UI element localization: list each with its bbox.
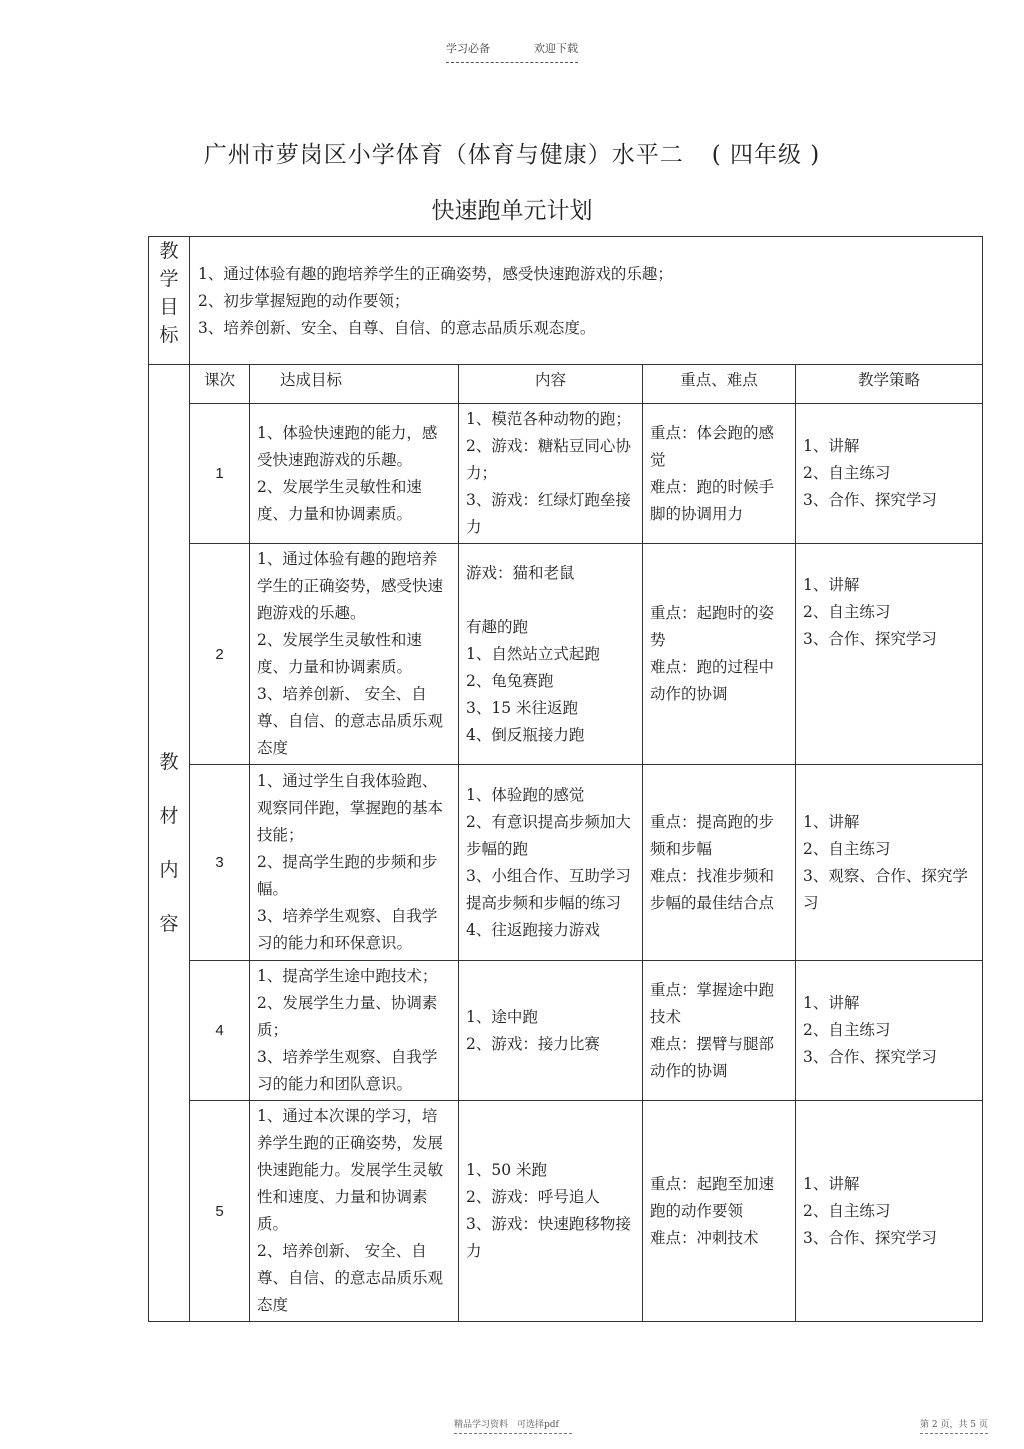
col-header-key-points: 重点、难点 [643, 365, 796, 404]
lesson-strategy: 1、讲解 2、自主练习 3、合作、探究学习 [796, 961, 983, 1101]
lesson-row [149, 765, 983, 961]
document-title [0, 136, 1024, 169]
title-main: 广州市萝岗区小学体育（体育与健康）水平二 [203, 142, 684, 168]
goal-item: 1、通过体验有趣的跑培养学生的正确姿势，感受快速跑游戏的乐趣； [198, 265, 673, 283]
lesson-targets: 1、提高学生途中跑技术； 2、发展学生力量、协调素质； 3、培养学生观察、自我学习的能力和团队意识。 [250, 961, 459, 1101]
goal-item: 2、初步掌握短跑的动作要领； [198, 292, 410, 310]
footer-left: 精品学习资料 可选择pdf [454, 1417, 572, 1434]
lesson-targets: 1、通过学生自我体验跑、观察同伴跑，掌握跑的基本技能； 2、提高学生跑的步频和步幅。 3、培养学生观察、自我学习的能力和环保意识。 [250, 765, 459, 961]
lesson-targets: 1、体验快速跑的能力，感受快速跑游戏的乐趣。 2、发展学生灵敏性和速度、力量和协调素质。 [250, 404, 459, 544]
page-header [446, 40, 578, 63]
lesson-targets: 1、通过本次课的学习，培养学生跑的正确姿势，发展快速跑能力。发展学生灵敏性和速度、力量和协调素质。 2、培养创新、 安全、自尊、自信、的意志品质乐观态度 [250, 1101, 459, 1322]
lesson-strategy: 1、讲解 2、自主练习 3、合作、探究学习 [796, 404, 983, 544]
lesson-key-points: 重点：体会跑的感觉 难点：跑的时候手脚的协调用力 [643, 404, 796, 544]
lesson-content: 1、50 米跑 2、游戏：呼号追人 3、游戏：快速跑移物接力 [459, 1101, 643, 1322]
lesson-content: 1、模范各种动物的跑； 2、游戏：糖粘豆同心协力； 3、游戏：红绿灯跑垒接力 [459, 404, 643, 544]
lesson-strategy: 1、讲解 2、自主练习 3、观察、合作、探究学习 [796, 765, 983, 961]
unit-plan-table [148, 236, 983, 1322]
lesson-key-points: 重点：提高跑的步频和步幅 难点：找准步频和步幅的最佳结合点 [643, 765, 796, 961]
title-grade: ( 四年级 ) [711, 142, 821, 168]
lesson-number: 5 [190, 1101, 250, 1322]
lesson-key-points: 重点：起跑至加速跑的动作要领 难点：冲刺技术 [643, 1101, 796, 1322]
lesson-targets: 1、通过体验有趣的跑培养学生的正确姿势，感受快速跑游戏的乐趣。 2、发展学生灵敏性和速度、力量和协调素质。 3、培养创新、 安全、自尊、自信、的意志品质乐观态度 [250, 544, 459, 765]
lesson-row [149, 544, 983, 765]
goals-row [149, 237, 983, 365]
goals-label: 教 学 目 标 [149, 237, 190, 365]
col-header-content: 内容 [459, 365, 643, 404]
lesson-content: 1、体验跑的感觉 2、有意识提高步频加大步幅的跑 3、小组合作、互助学习提高步频和步幅的练习 4、往返跑接力游戏 [459, 765, 643, 961]
lesson-number: 4 [190, 961, 250, 1101]
column-header-row [149, 365, 983, 404]
footer-page-number: 第 2 页，共 5 页 [920, 1417, 988, 1434]
lesson-content: 1、途中跑 2、游戏：接力比赛 [459, 961, 643, 1101]
materials-label: 教 材 内 容 [149, 365, 190, 1322]
document-subtitle: 快速跑单元计划 [431, 198, 593, 224]
header-right: 欢迎下载 [534, 42, 578, 55]
goal-item: 3、培养创新、安全、自尊、自信、的意志品质乐观态度。 [198, 319, 596, 337]
goals-text [190, 237, 983, 365]
lesson-key-points: 重点：掌握途中跑技术 难点：摆臂与腿部动作的协调 [643, 961, 796, 1101]
col-header-lesson: 课次 [190, 365, 250, 404]
lesson-row [149, 404, 983, 544]
lesson-number: 1 [190, 404, 250, 544]
header-left: 学习必备 [446, 42, 490, 55]
col-header-targets: 达成目标 [250, 365, 459, 404]
col-header-strategy: 教学策略 [796, 365, 983, 404]
lesson-row [149, 1101, 983, 1322]
lesson-row [149, 961, 983, 1101]
lesson-content: 游戏：猫和老鼠 有趣的跑 1、自然站立式起跑 2、龟兔赛跑 3、15 米往返跑 4、倒反瓶接力跑 [459, 544, 643, 765]
lesson-strategy: 1、讲解 2、自主练习 3、合作、探究学习 [796, 544, 983, 765]
lesson-number: 3 [190, 765, 250, 961]
lesson-key-points: 重点：起跑时的姿势 难点：跑的过程中动作的协调 [643, 544, 796, 765]
lesson-number: 2 [190, 544, 250, 765]
lesson-strategy: 1、讲解 2、自主练习 3、合作、探究学习 [796, 1101, 983, 1322]
